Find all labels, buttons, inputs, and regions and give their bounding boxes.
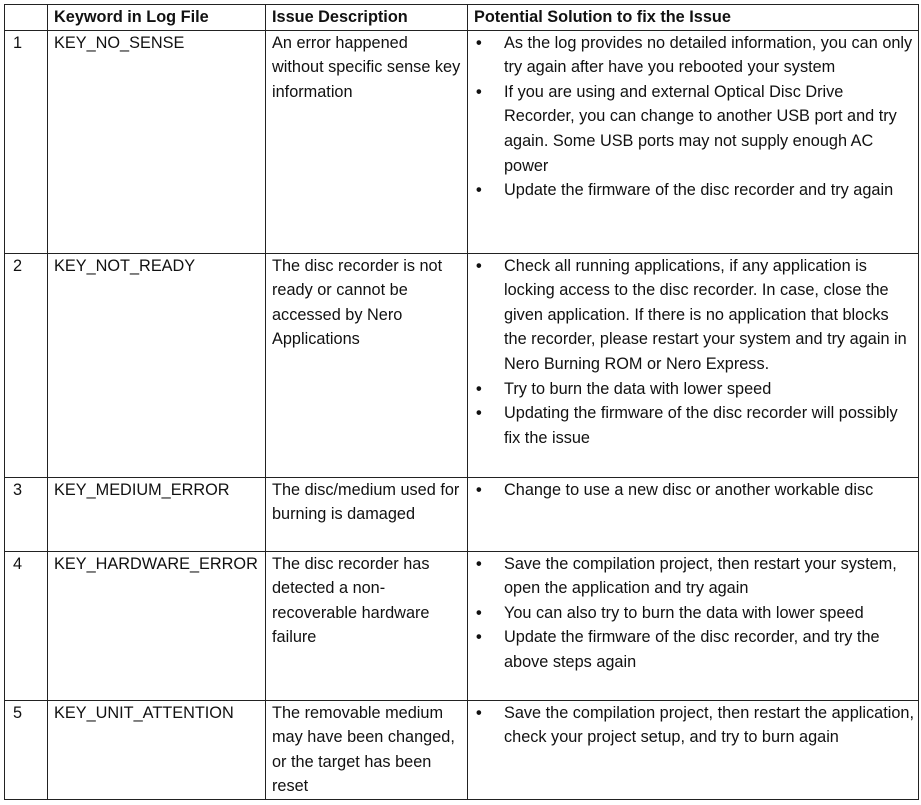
table-row [5,253,919,477]
row-solutions [468,30,919,253]
solution-list [474,478,914,503]
header-solution: Potential Solution to fix the Issue [468,5,919,31]
header-keyword: Keyword in Log File [48,5,266,31]
row-keyword: KEY_HARDWARE_ERROR [48,551,266,700]
table-header-row [5,5,919,31]
row-number: 5 [5,700,48,799]
row-description: The disc recorder is not ready or cannot be accessed by Nero Applications [266,253,468,477]
row-solutions [468,700,919,799]
solution-item: • Check all running applications, if any application is locking access to the disc recorder. In case, close the given application. If there is no application that blocks the recorder, please restart your system and try again in Nero Burning ROM or Nero Express. [474,254,914,377]
solution-item: • Save the compilation project, then restart your system, open the application and try again [474,552,914,601]
solution-item: • Try to burn the data with lower speed [474,377,914,402]
solution-item: • Update the firmware of the disc recorder, and try the above steps again [474,625,914,674]
solution-list [474,31,914,203]
row-number: 2 [5,253,48,477]
row-number: 1 [5,30,48,253]
row-keyword: KEY_UNIT_ATTENTION [48,700,266,799]
header-number [5,5,48,31]
solution-item: • Save the compilation project, then restart the application, check your project setup, and try to burn again [474,701,914,750]
row-solutions [468,551,919,700]
row-description: The disc/medium used for burning is damaged [266,477,468,551]
solution-item: • You can also try to burn the data with lower speed [474,601,914,626]
row-number: 4 [5,551,48,700]
table-row [5,30,919,253]
row-keyword: KEY_NOT_READY [48,253,266,477]
solution-list [474,701,914,750]
solution-item: • Change to use a new disc or another workable disc [474,478,914,503]
row-number: 3 [5,477,48,551]
table-row [5,477,919,551]
row-solutions [468,253,919,477]
header-description: Issue Description [266,5,468,31]
row-description: The removable medium may have been changed, or the target has been reset [266,700,468,799]
solution-list [474,254,914,451]
row-solutions [468,477,919,551]
row-description: The disc recorder has detected a non-recoverable hardware failure [266,551,468,700]
table-row [5,551,919,700]
solution-item: • If you are using and external Optical Disc Drive Recorder, you can change to another USB port and try again. Some USB ports may not supply enough AC power [474,80,914,178]
row-description: An error happened without specific sense key information [266,30,468,253]
solution-item: • Updating the firmware of the disc recorder will possibly fix the issue [474,401,914,450]
row-keyword: KEY_MEDIUM_ERROR [48,477,266,551]
table-row [5,700,919,799]
solution-item: • As the log provides no detailed information, you can only try again after have you rebooted your system [474,31,914,80]
log-keyword-table [4,4,919,800]
solution-list [474,552,914,675]
row-keyword: KEY_NO_SENSE [48,30,266,253]
solution-item: • Update the firmware of the disc recorder and try again [474,178,914,203]
